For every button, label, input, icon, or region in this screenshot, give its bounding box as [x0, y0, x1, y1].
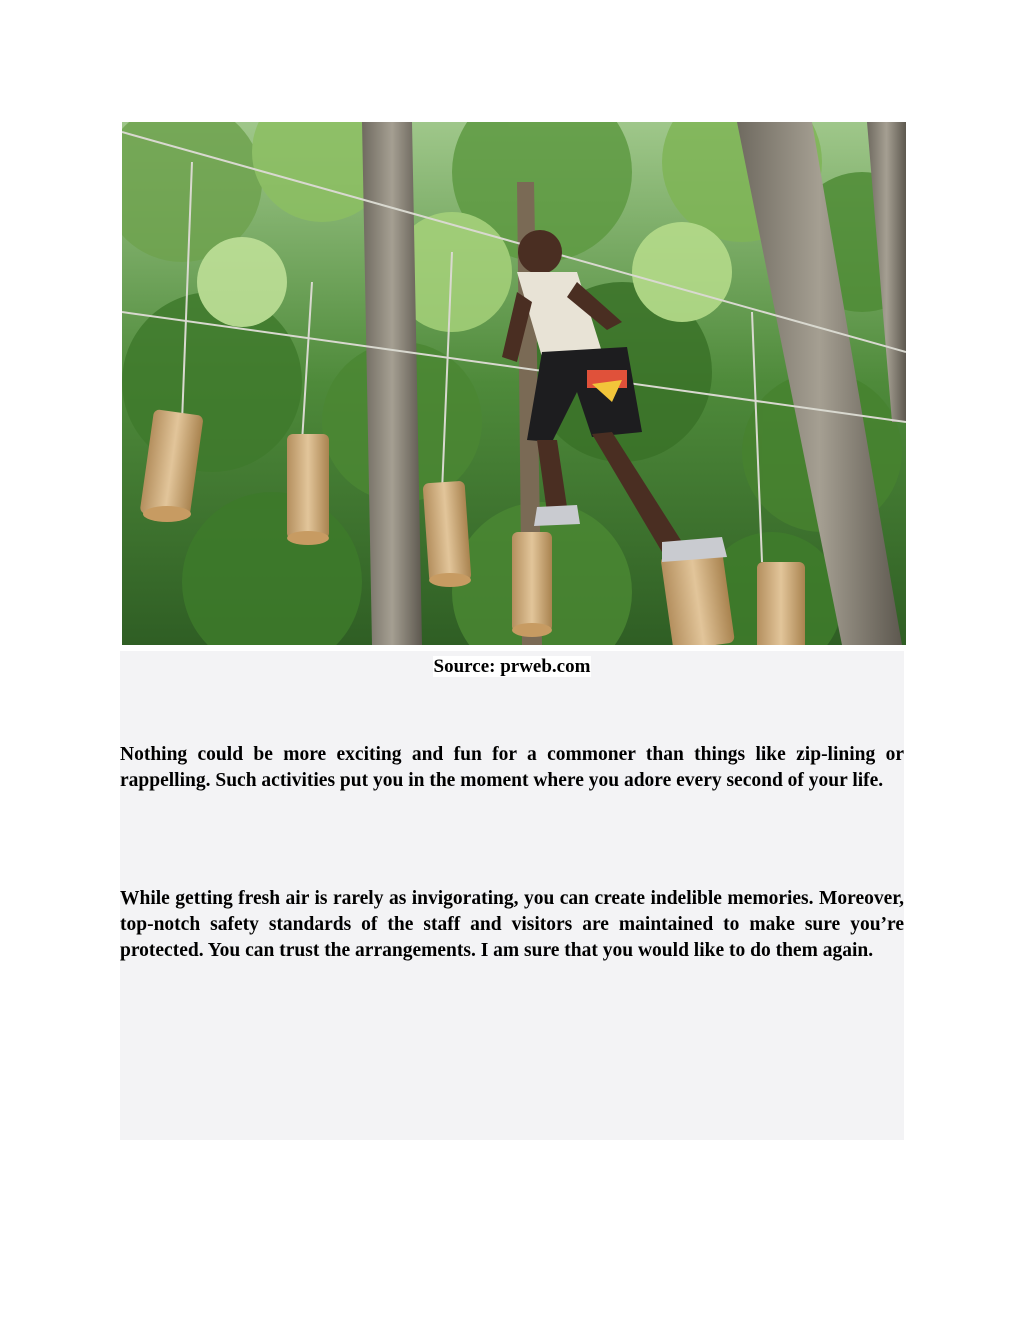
caption-text: Source: prweb.com: [433, 656, 591, 677]
paragraph-2: While getting fresh air is rarely as invigorating, you can create indelible memories. Moreover, top-notch safety standards of the staff and visitors are maintained to make sure you’re protected. You can trust the arrangements. I am sure that you would like to do them again.: [120, 888, 904, 962]
photo-illustration: [122, 122, 906, 645]
paragraph-1: Nothing could be more exciting and fun for a commoner than things like zip-lining or rappelling. Such activities put you in the moment where you adore every second of your life.: [120, 744, 904, 792]
text-content-area: [120, 651, 904, 1140]
ropes-course-photo: [122, 122, 906, 645]
image-source-caption: [120, 654, 904, 680]
